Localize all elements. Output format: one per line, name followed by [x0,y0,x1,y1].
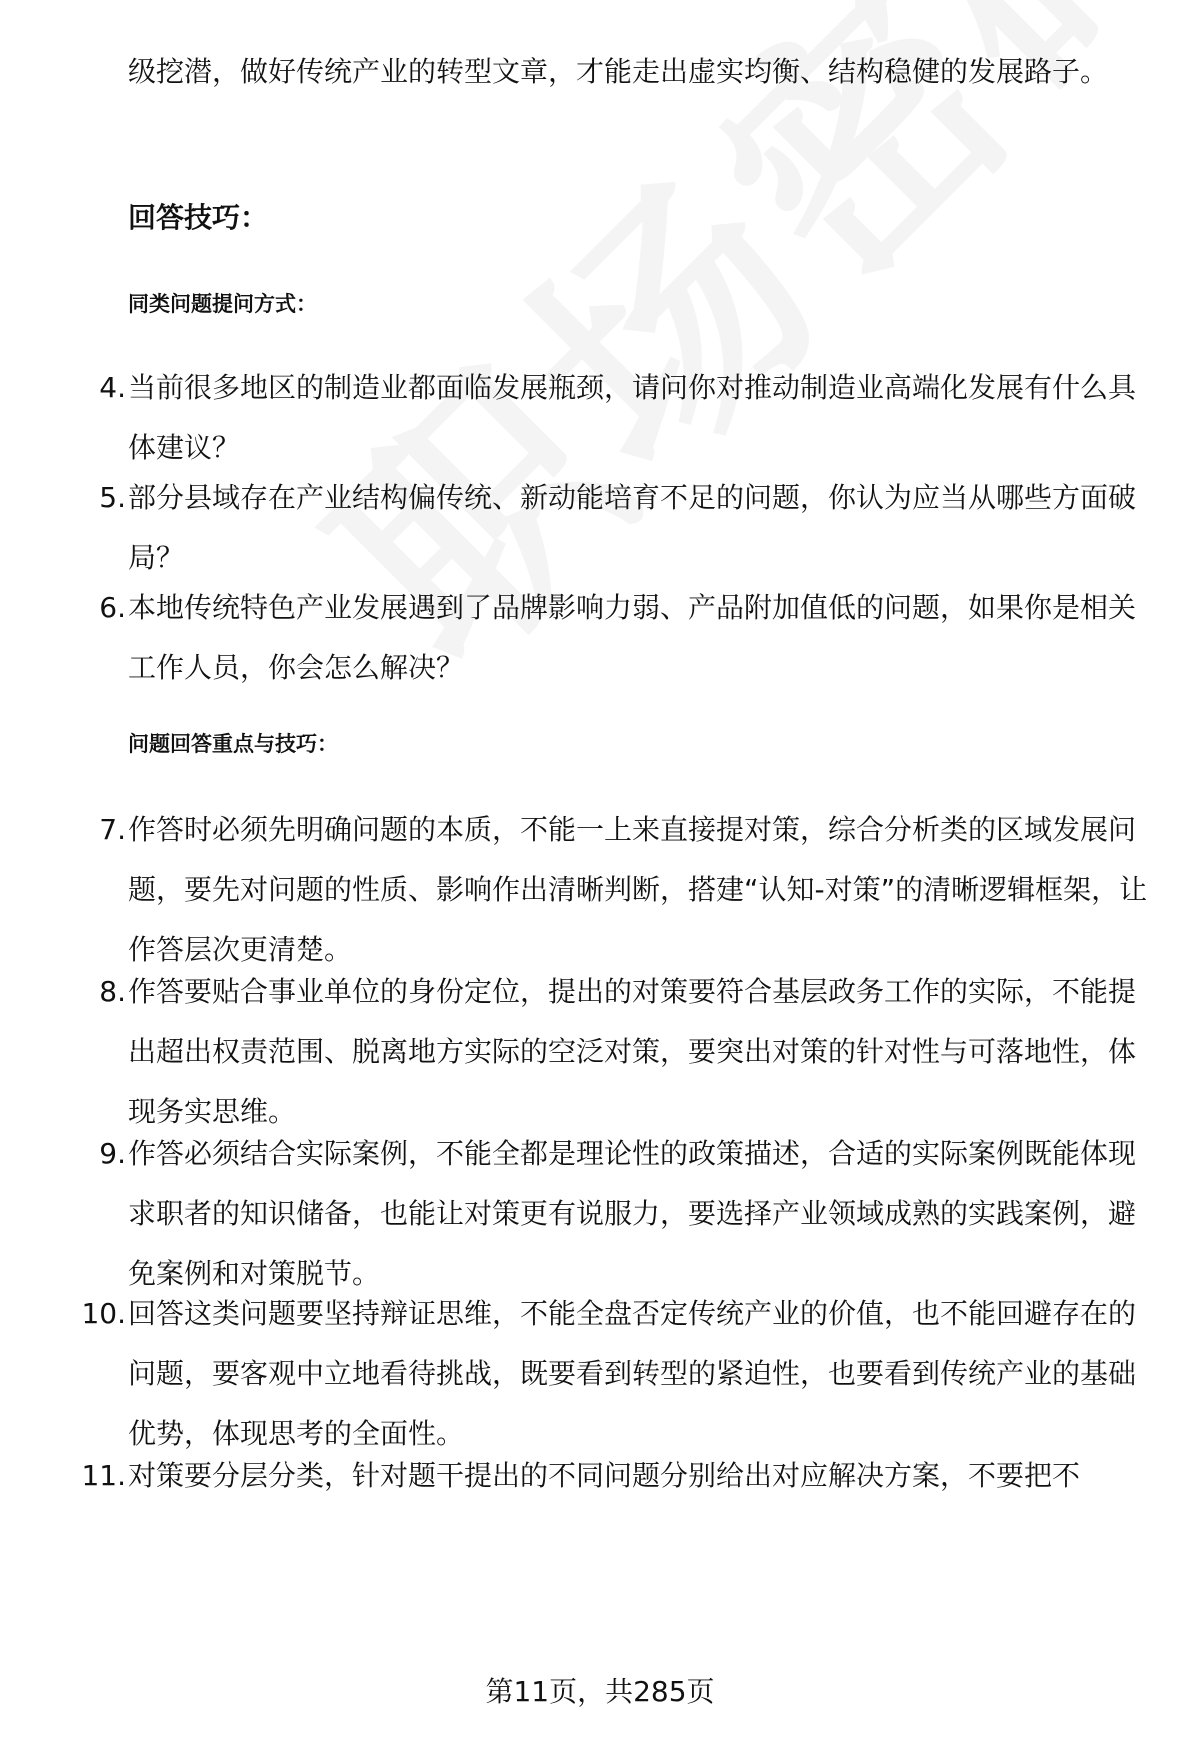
list-item-text: 作答必须结合实际案例，不能全都是理论性的政策描述，合适的实际案例既能体现求职者的知识储备，也能让对策更有说服力，要选择产业领域成熟的实践案例，避免案例和对策脱节。 [128,1137,1137,1290]
list-item-text: 本地传统特色产业发展遇到了品牌影响力弱、产品附加值低的问题，如果你是相关工作人员，你会怎么解决？ [128,591,1137,684]
list-item-text: 回答这类问题要坚持辩证思维，不能全盘否定传统产业的价值，也不能回避存在的问题，要客观中立地看待挑战，既要看到转型的紧迫性，也要看到传统产业的基础优势，体现思考的全面性。 [128,1297,1137,1450]
intro-paragraph: 级挖潜，做好传统产业的转型文章，才能走出虚实均衡、结构稳健的发展路子。 [128,55,1109,88]
list-item-text: 作答时必须先明确问题的本质，不能一上来直接提对策，综合分析类的区域发展问题，要先对问题的性质、影响作出清晰判断，搭建“认知-对策”的清晰逻辑框架，让作答层次更清楚。 [128,813,1148,966]
list-item-number: 4. [99,371,126,404]
list-item-text: 部分县域存在产业结构偏传统、新动能培育不足的问题，你认为应当从哪些方面破局？ [128,481,1137,574]
section-title: 回答技巧： [128,201,269,234]
subsection-title-tips: 问题回答重点与技巧： [128,732,338,756]
list-item-text: 当前很多地区的制造业都面临发展瓶颈，请问你对推动制造业高端化发展有什么具体建议？ [128,371,1137,464]
list-item-number: 7. [99,813,126,846]
list-item-text: 作答要贴合事业单位的身份定位，提出的对策要符合基层政务工作的实际，不能提出超出权责范围、脱离地方实际的空泛对策，要突出对策的针对性与可落地性，体现务实思维。 [128,975,1137,1128]
list-item-number: 5. [99,481,126,514]
list-item-number: 9. [99,1137,126,1170]
page-number: 第11页，共285页 [485,1675,715,1708]
list-item-text: 对策要分层分类，针对题干提出的不同问题分别给出对应解决方案，不要把不 [128,1459,1081,1492]
subsection-title-questions: 同类问题提问方式： [128,292,317,316]
list-item-number: 10. [81,1297,126,1330]
list-item-number: 11. [81,1459,126,1492]
list-item-number: 6. [99,591,126,624]
list-item-number: 8. [99,975,126,1008]
